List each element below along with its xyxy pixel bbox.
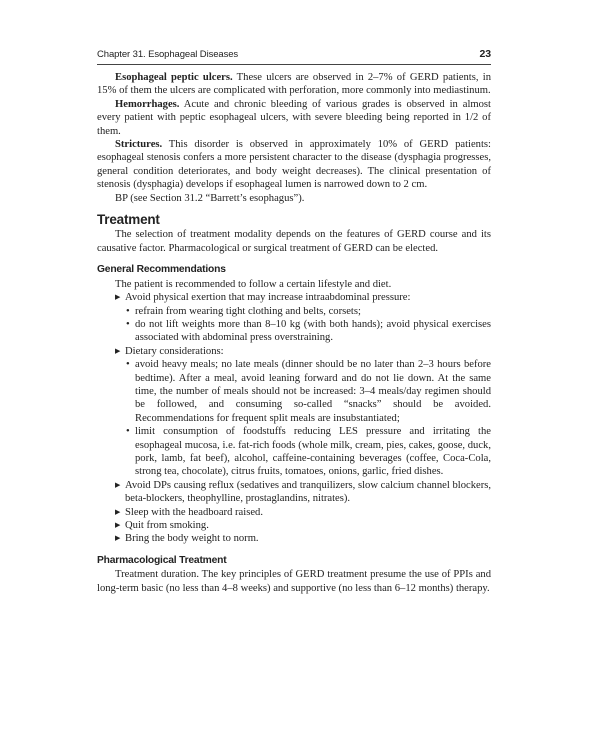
paragraph-general-intro: The patient is recommended to follow a certain lifestyle and diet. — [115, 278, 392, 290]
sub-list-item-text: refrain from wearing tight clothing and belts, corsets; — [135, 305, 361, 317]
list-item-text: Dietary considerations: — [125, 345, 224, 357]
list-item-text: Avoid DPs causing reflux (sedatives and tranquilizers, slow calcium channel blockers, beta-blockers, theophylline, prostaglandins, nitrates). — [125, 479, 491, 505]
paragraph-treatment: The selection of treatment modality depends on the features of GERD course and its causative factor. Pharmacological or surgical treatment of GERD can be elected. — [97, 229, 491, 254]
recommendation-list — [97, 291, 491, 546]
sub-list-item — [125, 318, 491, 345]
triangle-bullet-icon: ▶ — [115, 534, 121, 543]
bullet-icon: • — [126, 305, 130, 317]
list-item — [97, 291, 491, 345]
sub-list-item — [125, 358, 491, 425]
term-hemorrhages: Hemorrhages. — [115, 98, 180, 110]
heading-treatment: Treatment — [97, 212, 160, 228]
sub-list — [125, 305, 491, 345]
triangle-bullet-icon: ▶ — [115, 521, 121, 529]
bullet-icon: • — [126, 359, 130, 371]
list-item — [97, 532, 491, 545]
triangle-bullet-icon: ▶ — [115, 346, 121, 355]
paragraph-strictures — [97, 138, 491, 192]
sub-list-item-text: do not lift weights more than 8–10 kg (with both hands); avoid physical exercises associated with abdominal press overstraining. — [135, 318, 491, 344]
running-head — [97, 48, 491, 65]
list-item — [97, 519, 491, 532]
heading-general-recommendations: General Recommendations — [97, 264, 226, 276]
term-peptic-ulcers: Esophageal peptic ulcers. — [115, 72, 233, 83]
triangle-bullet-icon: ▶ — [115, 293, 121, 302]
text-peptic-ulcers: These ulcers are observed in 2–7% of GERD patients, in 15% of them the ulcers are complicated with perforation, more commonly into mediastinum. — [97, 72, 491, 97]
list-item-text: Sleep with the headboard raised. — [125, 506, 263, 518]
page-number: 23 — [479, 48, 491, 60]
paragraph-hemorrhages — [97, 98, 491, 138]
page — [97, 48, 491, 595]
text-hemorrhages: Acute and chronic bleeding of various grades is observed in almost every patient with peptic esophageal ulcers, with severe bleeding being reported in 1/2 of them. — [97, 98, 491, 137]
list-item — [97, 506, 491, 519]
list-item — [97, 479, 491, 506]
text-strictures: This disorder is observed in approximately 10% of GERD patients: esophageal stenosis confers a more persistent character to the disease (dysphagia progresses, general condition deteriorates, and body weight decreases). The clinical presentation of stenosis (dysphagia) develops if esophageal lumen is narrowed down to 2 cm. — [97, 139, 491, 191]
triangle-bullet-icon: ▶ — [115, 507, 121, 516]
sub-list-item-text: limit consumption of foodstuffs reducing LES pressure and irritating the esophageal mucosa, i.e. fat-rich foods (whole milk, cream, pies, cakes, goose, duck, pork, lamb, fat beef), alcohol, caffeine-containing beverages (coffee, Coca-Cola, strong tea, chocolate), citrus fruits, tomatoes, onions, garlic, fried dishes. — [135, 426, 491, 478]
list-item-text: Avoid physical exertion that may increase intraabdominal pressure: — [125, 292, 411, 304]
sub-list-item — [125, 425, 491, 479]
sub-list — [125, 358, 491, 479]
term-strictures: Strictures. — [115, 139, 163, 151]
paragraph-bp — [97, 192, 491, 205]
paragraph-peptic-ulcers — [97, 71, 491, 98]
heading-pharmacological-treatment: Pharmacological Treatment — [97, 554, 227, 566]
triangle-bullet-icon: ▶ — [115, 480, 121, 489]
list-item-text: Quit from smoking. — [125, 520, 209, 531]
sub-list-item — [125, 305, 491, 318]
bullet-icon: • — [126, 426, 130, 438]
list-item — [97, 345, 491, 479]
paragraph-pharmacological: Treatment duration. The key principles of GERD treatment presume the use of PPIs and long-term basic (no less than 4–8 weeks) and supportive (no less than 6–12 months) therapy. — [97, 569, 491, 594]
chapter-title: Chapter 31. Esophageal Diseases — [97, 49, 239, 60]
body-text — [97, 71, 491, 595]
sub-list-item-text: avoid heavy meals; no late meals (dinner should be no later than 2–3 hours before bedtime). After a meal, avoid leaning forward and do not lie down. At the same time, the number of meals should not be increased: 3–4 meals/day regimen should be followed, and consuming so-called “snacks” should be avoided. Recommendations for frequent split meals are insubstantiated; — [135, 359, 491, 424]
list-item-text: Bring the body weight to norm. — [125, 533, 259, 545]
bullet-icon: • — [126, 318, 130, 330]
text-bp: BP (see Section 31.2 “Barrett’s esophagus”). — [115, 192, 305, 204]
